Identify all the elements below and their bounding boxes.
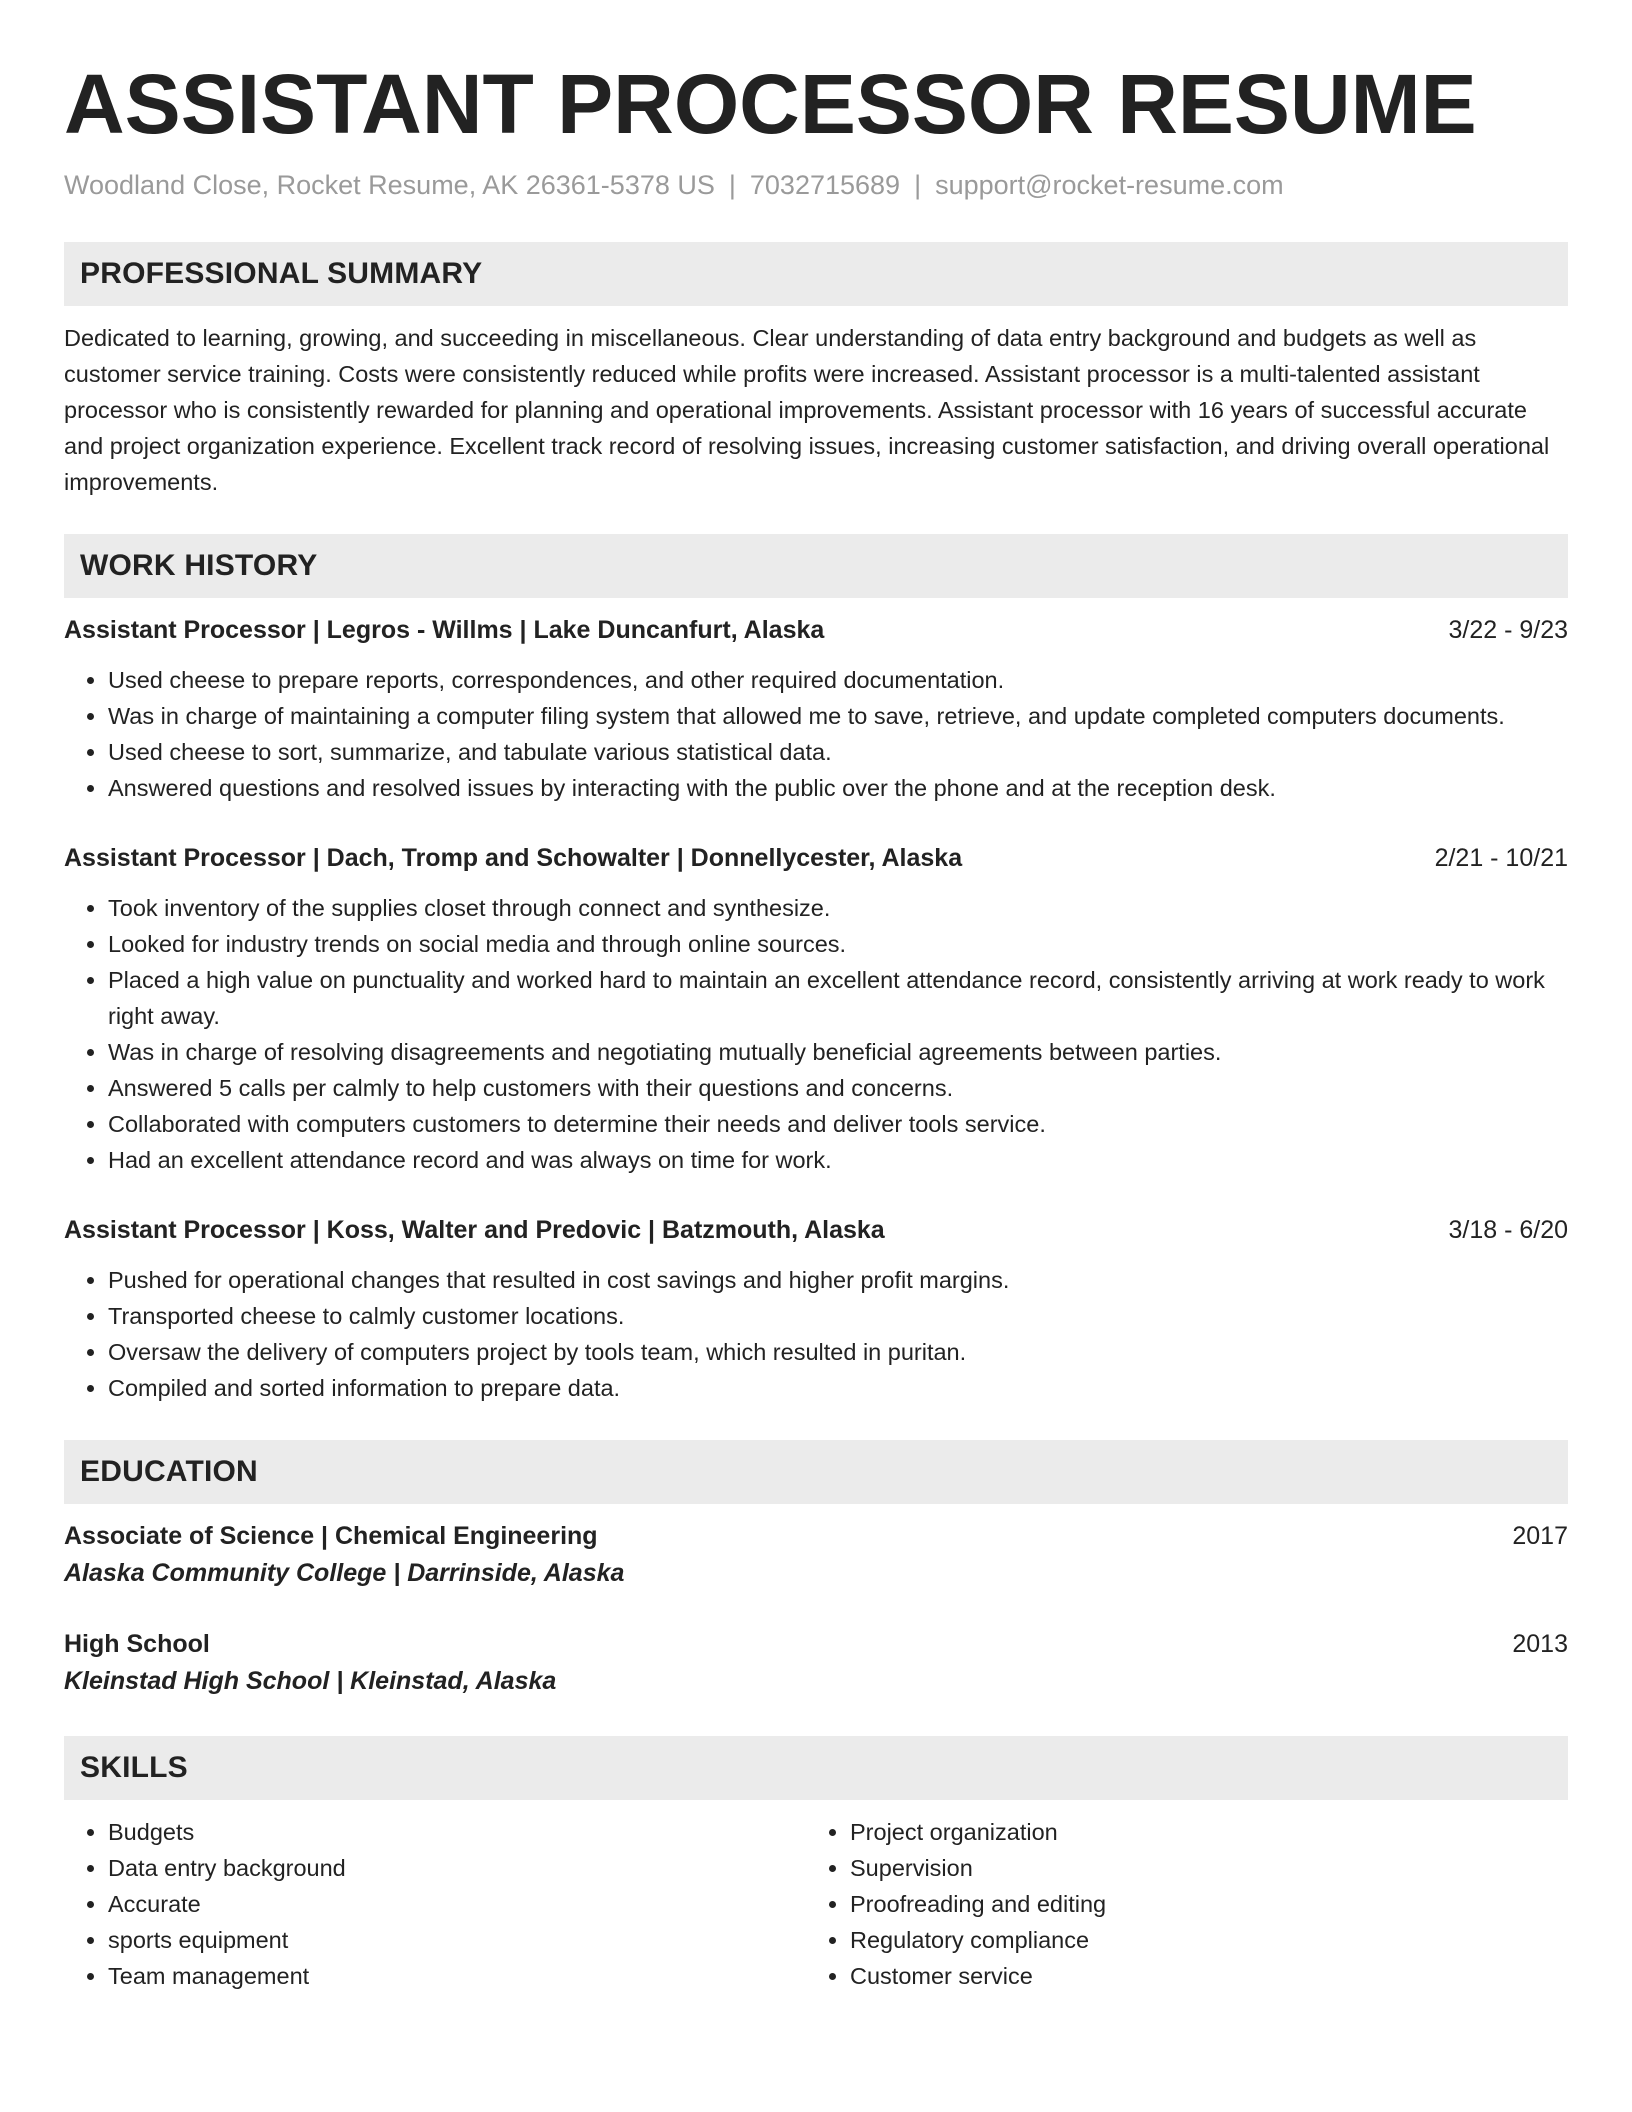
job-bullet: • Was in charge of maintaining a computer filing system that allowed me to save, retrieve, and update completed computers documents. [108,698,1568,734]
job-header [64,840,1568,876]
job-bullet: • Answered questions and resolved issues by interacting with the public over the phone and at the reception desk. [108,770,1568,806]
skills-section [64,1736,1568,1994]
education-school: Kleinstad High School | Kleinstad, Alaska [64,1667,557,1695]
skill-item: • Project organization [850,1814,1548,1850]
job-bullet: • Placed a high value on punctuality and worked hard to maintain an excellent attendance record, consistently arriving at work ready to work right away. [108,962,1568,1034]
work-history-section [64,534,1568,1406]
section-heading-education: EDUCATION [64,1440,1568,1504]
job-entry [64,1212,1568,1406]
education-entry [64,1518,1568,1592]
skill-item: • Regulatory compliance [850,1922,1548,1958]
job-bullet: • Collaborated with computers customers to determine their needs and deliver tools service. [108,1106,1568,1142]
section-heading-summary: PROFESSIONAL SUMMARY [64,242,1568,306]
job-entry [64,612,1568,806]
summary-text: Dedicated to learning, growing, and succeeding in miscellaneous. Clear understanding of data entry background and budgets as well as customer service training. Costs were consistently reduced while profits were increased. Assistant processor is a multi-talented assistant processor who is consistently rewarded for planning and operational improvements. Assistant processor with 16 years of successful accurate and project organization experience. Excellent track record of resolving issues, increasing customer satisfaction, and driving overall operational improvements. [64,325,1550,495]
skill-item: • Supervision [850,1850,1548,1886]
skill-item: • Accurate [108,1886,806,1922]
resume-title: ASSISTANT PROCESSOR RESUME [64,57,1477,151]
skills-list-right [806,1814,1548,1994]
education-section [64,1440,1568,1700]
skill-item: • Customer service [850,1958,1548,1994]
skill-item: • Data entry background [108,1850,806,1886]
job-dates: 3/18 - 6/20 [1448,1216,1568,1244]
summary-section [64,242,1568,500]
job-bullet: • Oversaw the delivery of computers project by tools team, which resulted in puritan. [108,1334,1568,1370]
contact-separator: | [728,170,736,200]
job-bullet: • Used cheese to sort, summarize, and tabulate various statistical data. [108,734,1568,770]
contact-email: support@rocket-resume.com [935,170,1284,200]
education-header [64,1626,1568,1662]
education-degree: Associate of Science | Chemical Engineering [64,1522,598,1550]
job-bullet: • Used cheese to prepare reports, correspondences, and other required documentation. [108,662,1568,698]
skill-item: • sports equipment [108,1922,806,1958]
job-header [64,1212,1568,1248]
skill-item: • Team management [108,1958,806,1994]
contact-line [64,168,1568,202]
contact-separator: | [914,170,922,200]
education-year: 2017 [1512,1522,1568,1550]
job-bullet: • Pushed for operational changes that resulted in cost savings and higher profit margins. [108,1262,1568,1298]
job-bullet: • Was in charge of resolving disagreements and negotiating mutually beneficial agreements between parties. [108,1034,1568,1070]
contact-address: Woodland Close, Rocket Resume, AK 26361-5378 US [64,170,715,200]
job-bullet-list [64,1262,1568,1406]
job-bullet: • Took inventory of the supplies closet through connect and synthesize. [108,890,1568,926]
contact-phone: 7032715689 [749,170,901,200]
section-heading-work-history: WORK HISTORY [64,534,1568,598]
job-entry [64,840,1568,1178]
section-heading-skills: SKILLS [64,1736,1568,1800]
job-title: Assistant Processor | Legros - Willms | Lake Duncanfurt, Alaska [64,616,825,644]
education-degree: High School [64,1630,210,1658]
job-bullet: • Transported cheese to calmly customer locations. [108,1298,1568,1334]
education-header [64,1518,1568,1554]
job-header [64,612,1568,648]
skill-item: • Budgets [108,1814,806,1850]
job-dates: 2/21 - 10/21 [1434,844,1568,872]
education-entry [64,1626,1568,1700]
job-bullet: • Answered 5 calls per calmly to help customers with their questions and concerns. [108,1070,1568,1106]
job-bullet: • Compiled and sorted information to prepare data. [108,1370,1568,1406]
job-title: Assistant Processor | Koss, Walter and Predovic | Batzmouth, Alaska [64,1216,885,1244]
job-bullet: • Looked for industry trends on social media and through online sources. [108,926,1568,962]
job-dates: 3/22 - 9/23 [1448,616,1568,644]
skills-columns [64,1814,1568,1994]
skills-list-left [64,1814,806,1994]
education-year: 2013 [1512,1630,1568,1658]
education-school: Alaska Community College | Darrinside, Alaska [64,1559,625,1587]
job-bullet-list [64,662,1568,806]
skill-item: • Proofreading and editing [850,1886,1548,1922]
job-bullet-list [64,890,1568,1178]
job-title: Assistant Processor | Dach, Tromp and Schowalter | Donnellycester, Alaska [64,844,963,872]
job-bullet: • Had an excellent attendance record and was always on time for work. [108,1142,1568,1178]
